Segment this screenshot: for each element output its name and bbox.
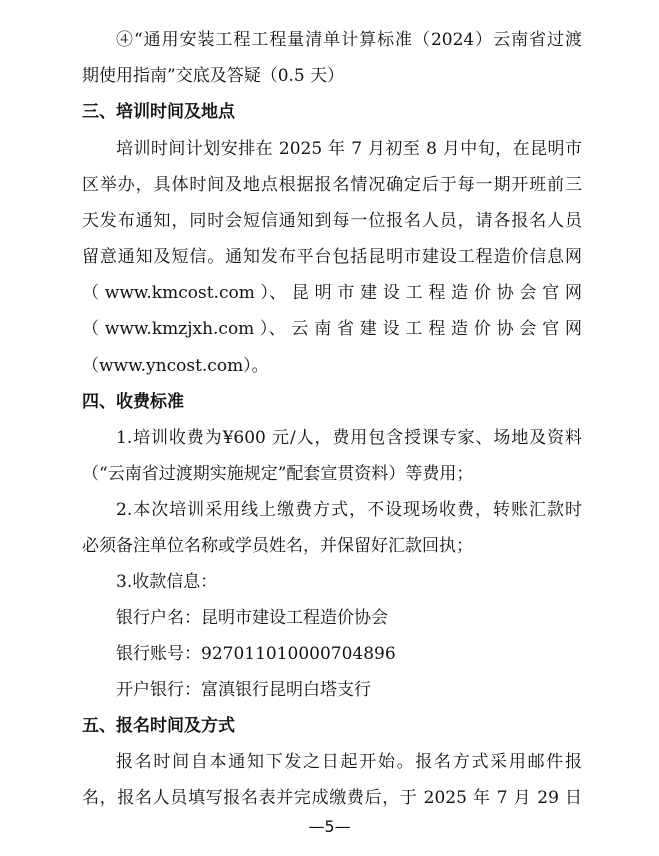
text-line: （www.yncost.com）。 xyxy=(82,356,269,376)
text-line: 3.收款信息： xyxy=(116,572,218,592)
text-line: （ www.kmzjxh.com ）、 云 南 省 建 设 工 程 造 价 协 会 官 网 xyxy=(82,319,582,339)
text-line: 培训时间计划安排在 2025 年 7 月初至 8 月中旬，在昆明市 xyxy=(116,139,582,159)
section-heading: 三、培训时间及地点 xyxy=(82,102,235,122)
bank-account-number: 银行账号：927011010000704896 xyxy=(116,644,396,664)
text-line: 名，报名人员填写报名表并完成缴费后，于 2025 年 7 月 29 日 xyxy=(82,788,582,808)
text-line: 报名时间自本通知下发之日起开始。报名方式采用邮件报 xyxy=(116,752,582,772)
text-line: 天发布通知，同时会短信通知到每一位报名人员，请各报名人员 xyxy=(82,211,582,231)
section-heading: 四、收费标准 xyxy=(82,392,184,412)
text-line: ④“通用安装工程工程量清单计算标准（2024）云南省过渡 xyxy=(116,30,582,50)
bank-account-name: 银行户名：昆明市建设工程造价协会 xyxy=(116,608,388,628)
text-line: （“云南省过渡期实施规定”配套宣贯资料）等费用； xyxy=(82,464,474,484)
section-heading: 五、报名时间及方式 xyxy=(82,716,235,736)
text-line: 留意通知及短信。通知发布平台包括昆明市建设工程造价信息网 xyxy=(82,247,582,267)
text-line: （ www.kmcost.com ）、 昆 明 市 建 设 工 程 造 价 协 会 官 网 xyxy=(82,283,582,303)
text-line: 必须备注单位名称或学员姓名，并保留好汇款回执； xyxy=(82,536,473,556)
text-line: 2.本次培训采用线上缴费方式，不设现场收费，转账汇款时 xyxy=(116,500,582,520)
bank-branch: 开户银行：富滇银行昆明白塔支行 xyxy=(116,680,371,700)
text-line: 1.培训收费为¥600 元/人，费用包含授课专家、场地及资料 xyxy=(116,428,582,448)
page-number: —5— xyxy=(308,817,351,836)
text-line: 区举办，具体时间及地点根据报名情况确定后于每一期开班前三 xyxy=(82,175,582,195)
text-line: 期使用指南”交底及答疑（0.5 天） xyxy=(82,66,345,86)
